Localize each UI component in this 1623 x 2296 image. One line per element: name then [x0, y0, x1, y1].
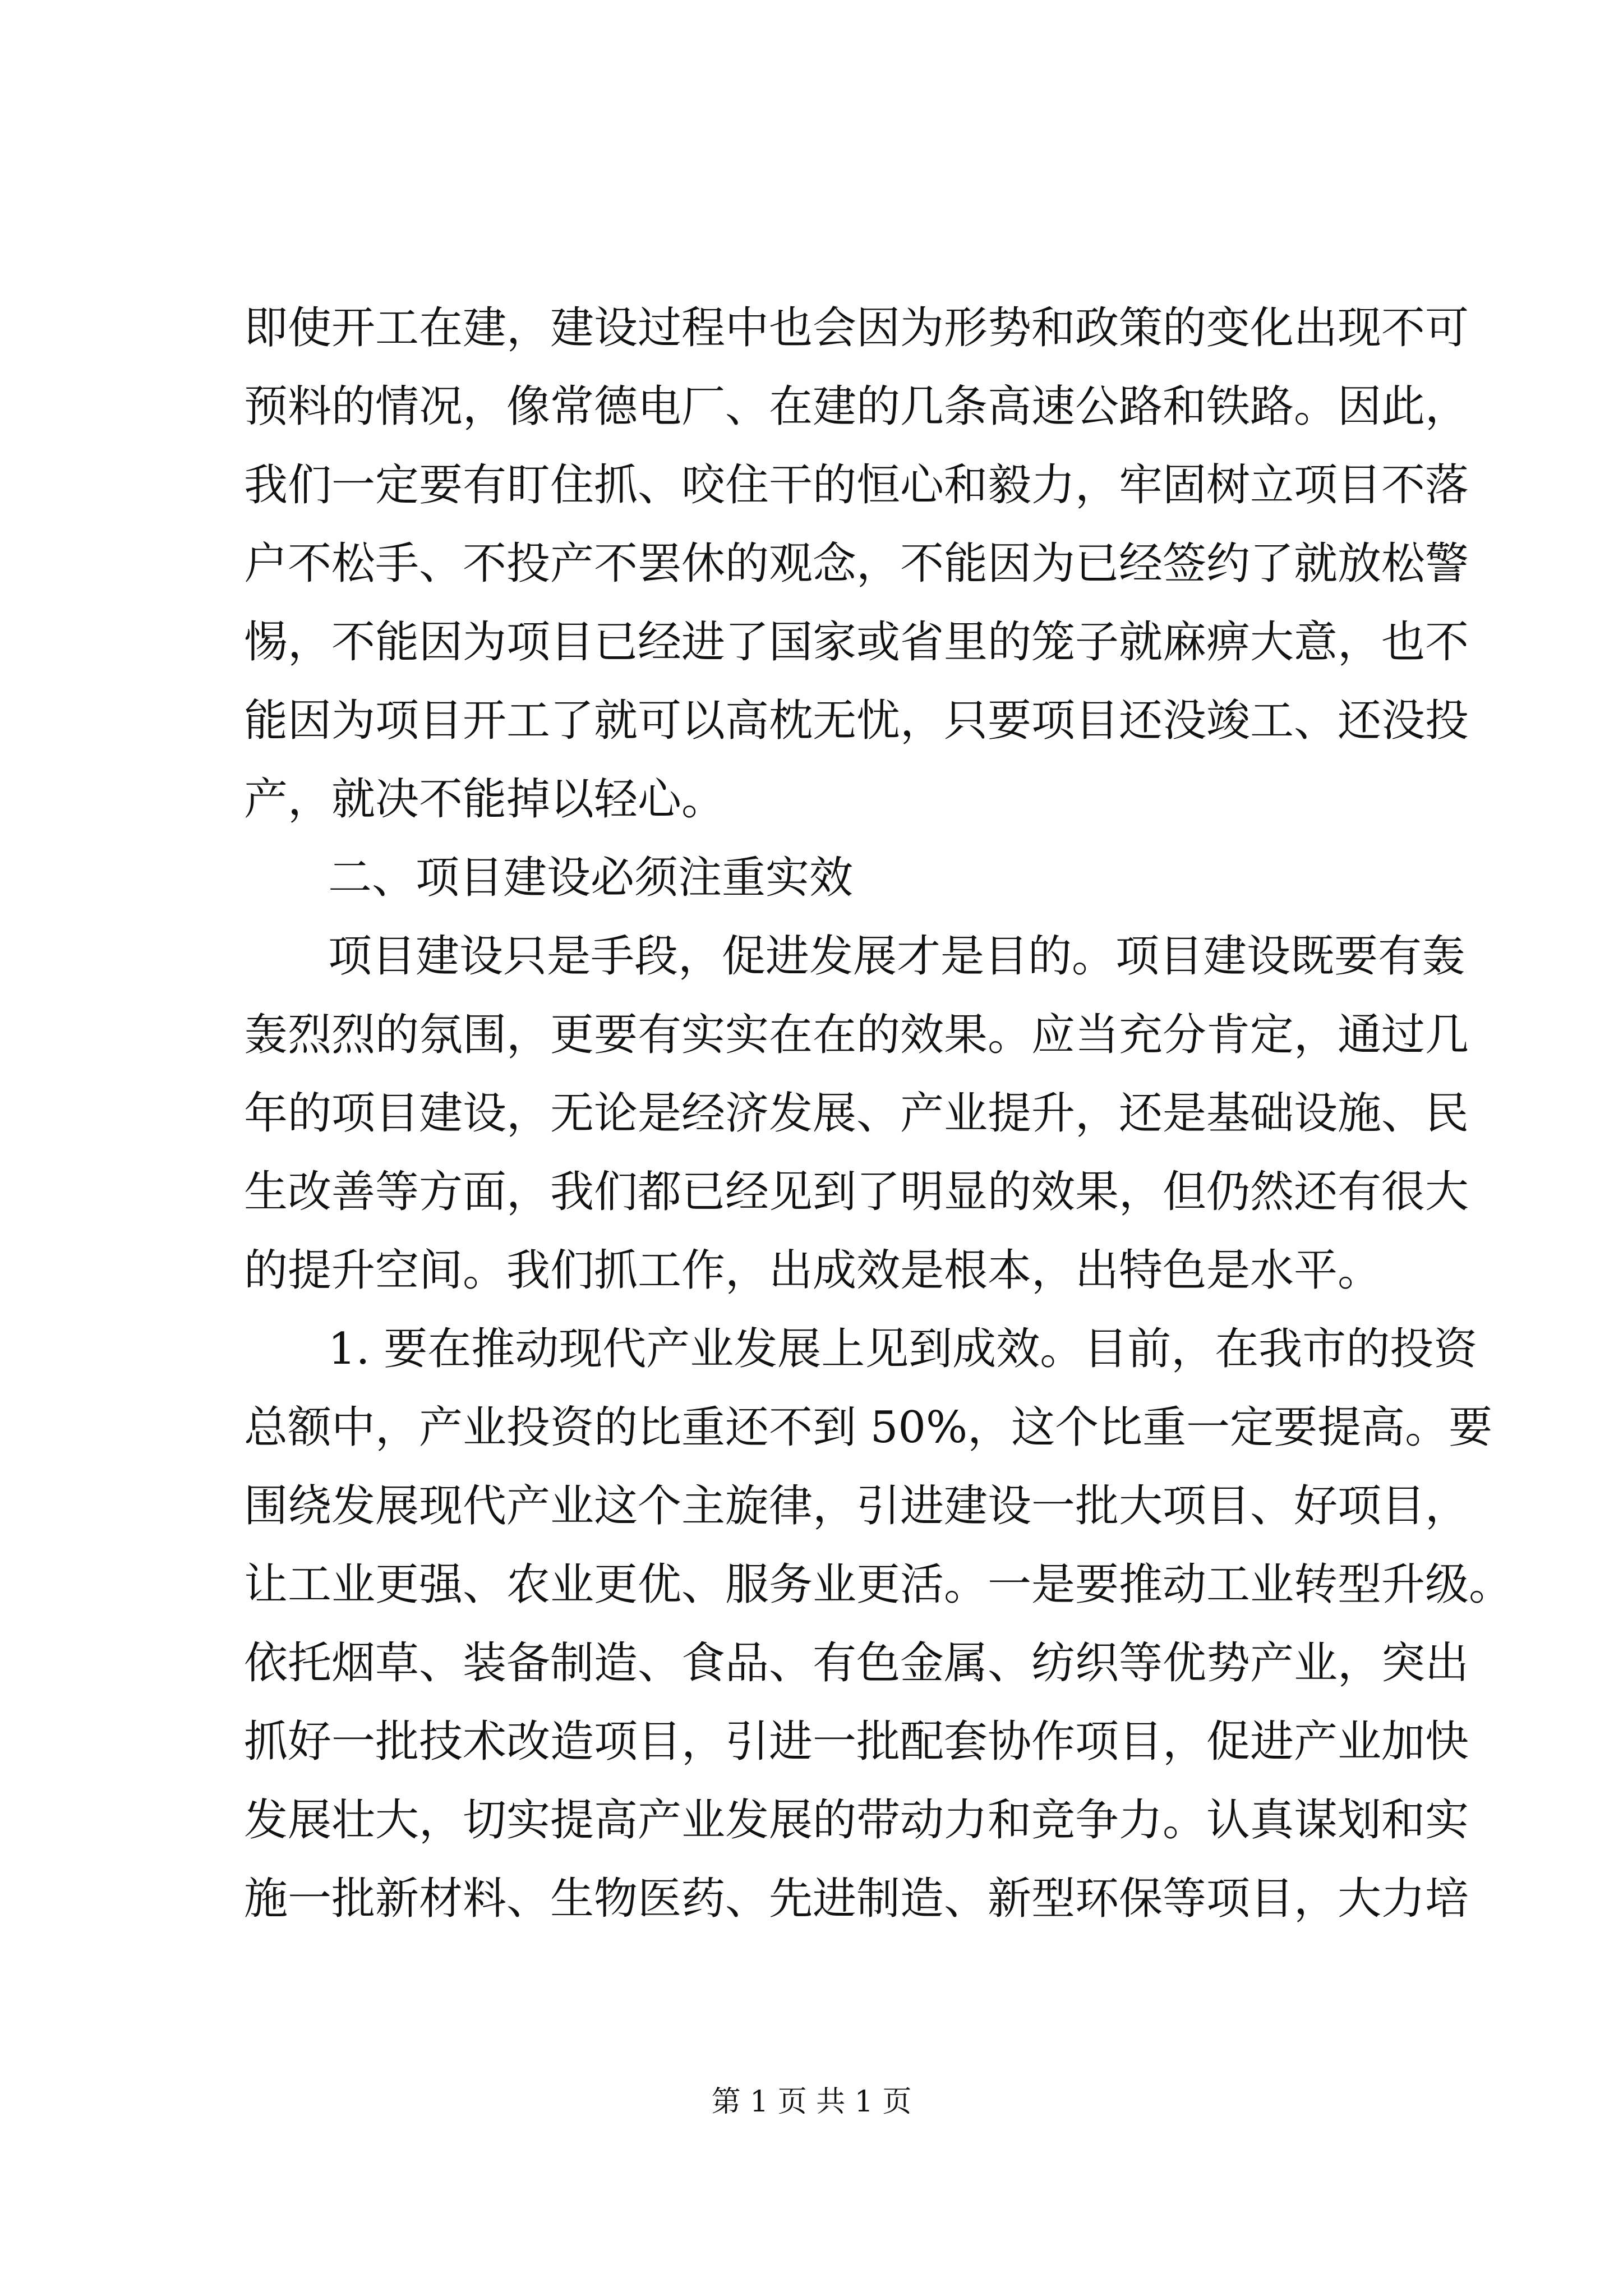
text-line: 施一批新材料、生物医药、先进制造、新型环保等项目，大力培: [244, 1874, 1469, 1924]
text-line: 我们一定要有盯住抓、咬住干的恒心和毅力，牢固树立项目不落: [244, 460, 1469, 510]
text-line: 抓好一批技术改造项目，引进一批配套协作项目，促进产业加快: [244, 1717, 1469, 1767]
text-line: 惕，不能因为项目已经进了国家或省里的笼子就麻痹大意，也不: [244, 617, 1469, 668]
page-number-footer: 第 1 页 共 1 页: [711, 2085, 912, 2119]
text-line: 即使开工在建，建设过程中也会因为形势和政策的变化出现不可: [244, 303, 1469, 353]
text-line: 的提升空间。我们抓工作，出成效是根本，出特色是水平。: [244, 1245, 1382, 1296]
text-line: 依托烟草、装备制造、食品、有色金属、纺织等优势产业，突出: [244, 1638, 1469, 1688]
text-line: 年的项目建设，无论是经济发展、产业提升，还是基础设施、民: [244, 1088, 1469, 1139]
text-line: 预料的情况，像常德电厂、在建的几条高速公路和铁路。因此，: [244, 381, 1469, 432]
text-line: 让工业更强、农业更优、服务业更活。一是要推动工业转型升级。: [244, 1559, 1513, 1610]
text-line: 围绕发展现代产业这个主旋律，引进建设一批大项目、好项目，: [244, 1481, 1469, 1531]
text-line: 户不松手、不投产不罢休的观念，不能因为已经签约了就放松警: [244, 539, 1469, 589]
text-line: 轰烈烈的氛围，更要有实实在在的效果。应当充分肯定，通过几: [244, 1010, 1469, 1060]
text-line: 产，就决不能掉以轻心。: [244, 774, 726, 825]
text-line: 生改善等方面，我们都已经见到了明显的效果，但仍然还有很大: [244, 1167, 1469, 1217]
text-line: 发展壮大，切实提高产业发展的带动力和竞争力。认真谋划和实: [244, 1795, 1469, 1846]
text-line: 1. 要在推动现代产业发展上见到成效。目前，在我市的投资: [328, 1324, 1478, 1374]
text-line: 能因为项目开工了就可以高枕无忧，只要项目还没竣工、还没投: [244, 696, 1469, 746]
text-line: 总额中，产业投资的比重还不到 50%，这个比重一定要提高。要: [244, 1402, 1493, 1453]
section-heading: 二、项目建设必须注重实效: [328, 853, 854, 903]
text-line: 项目建设只是手段，促进发展才是目的。项目建设既要有轰: [328, 931, 1466, 982]
